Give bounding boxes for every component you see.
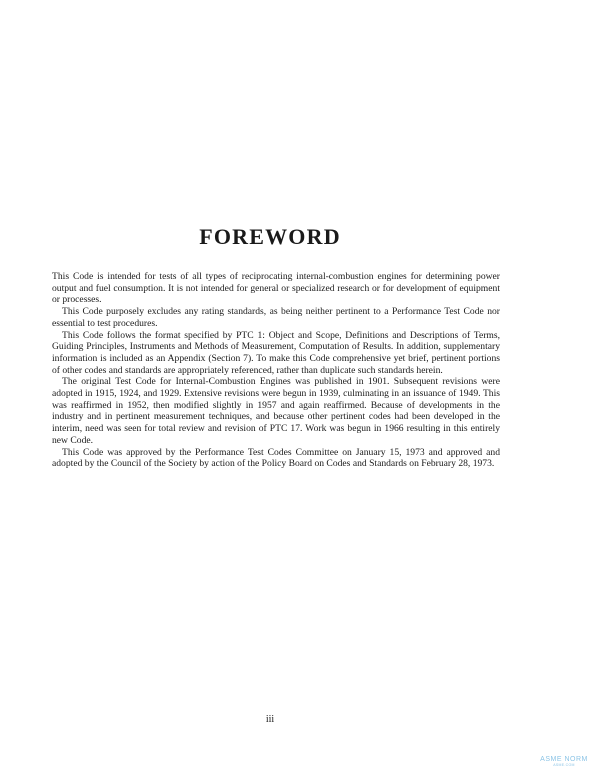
page-number: iii [265, 714, 275, 725]
watermark-subtext: ASME.COM [553, 763, 575, 767]
page-title: FOREWORD [199, 224, 341, 249]
paragraph-approval: This Code was approved by the Performance Test Codes Committee on January 15, 1973 and approved and adopted by the Council of the Society by action of the Policy Board on Codes and Standards on February 28, 1973. [52, 446, 500, 470]
paragraph-exclusions: This Code purposely excludes any rating standards, as being neither pertinent to a Performance Test Code nor essential to test procedures. [52, 306, 500, 329]
watermark-text: ASME NORM [540, 756, 588, 763]
watermark-logo [534, 756, 594, 767]
paragraph-format: This Code follows the format specified by PTC 1: Object and Scope, Definitions and Descriptions of Terms, Guiding Principles, Instruments and Methods of Measurement, Computation of Results. In addition, supplementary information is included as an Appendix (Section 7). To make this Code comprehensive yet brief, pertinent portions of other codes and standards are appropriately referenced, rather than duplicate such standards herein. [52, 329, 500, 376]
foreword-body [52, 271, 500, 470]
paragraph-history: The original Test Code for Internal-Combustion Engines was published in 1901. Subsequent revisions were adopted in 1915, 1924, and 1929. Extensive revisions were begun in 1939, culminating in an issuance of 1949. This was reaffirmed in 1952, then modified slightly in 1957 and again reaffirmed. Because of developments in the industry and in pertinent measurement techniques, and because other pertinent codes had been developed in the interim, need was seen for total review and revision of PTC 17. Work was begun in 1966 resulting in this entirely new Code. [52, 376, 500, 446]
paragraph-scope: This Code is intended for tests of all types of reciprocating internal-combustion engines for determining power output and fuel consumption. It is not intended for general or specialized research or for development of equipment or processes. [52, 271, 500, 306]
